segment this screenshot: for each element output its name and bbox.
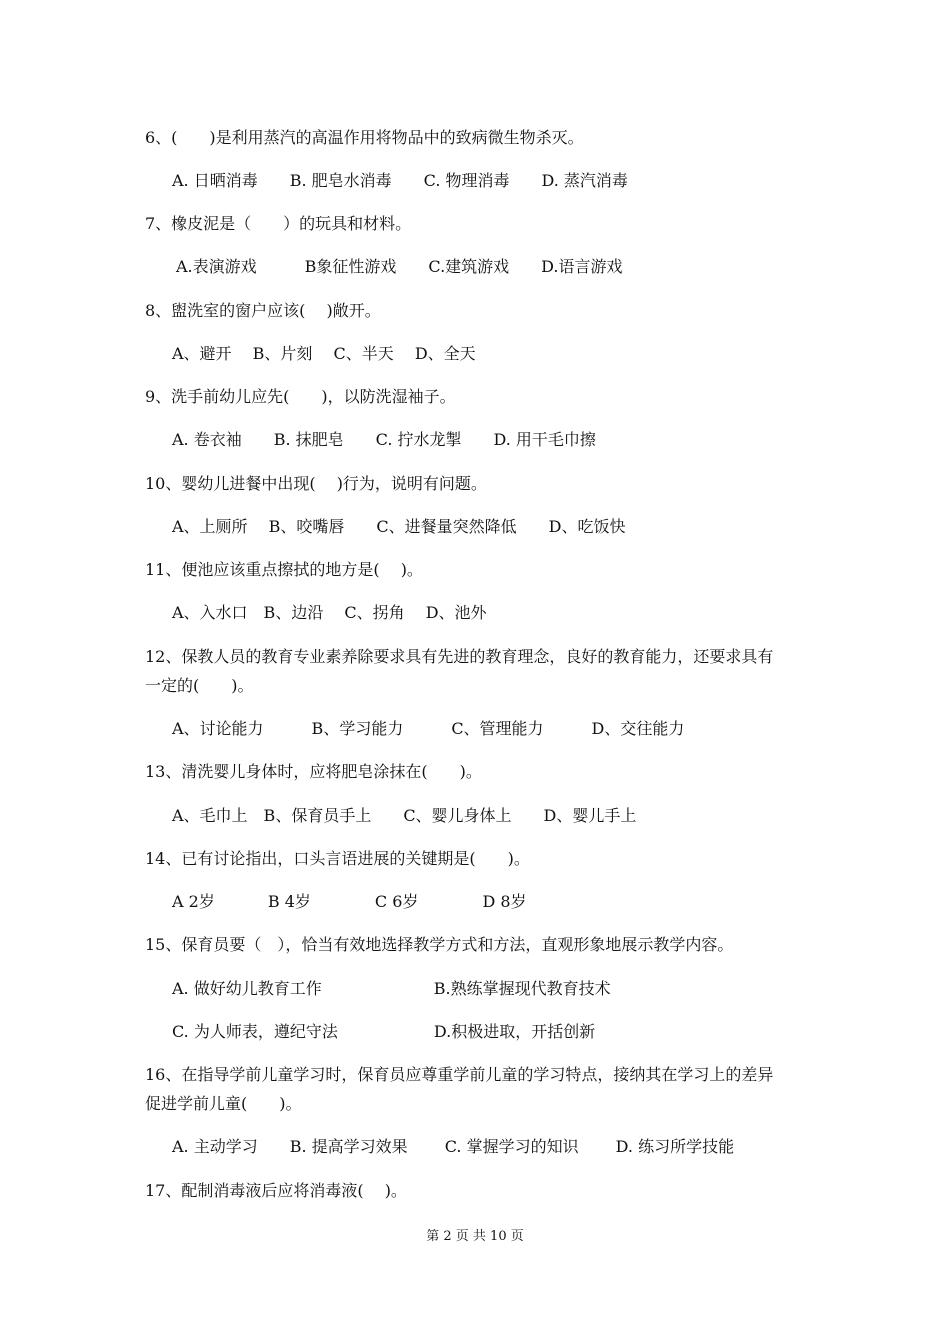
question-15-options-row-2: C. 为人师表，遵纪守法 D.积极进取，开括创新: [172, 1022, 596, 1041]
question-14-options: A 2岁 B 4岁 C 6岁 D 8岁: [172, 892, 527, 911]
question-13: 13、清洗婴儿身体时，应将肥皂涂抹在( )。: [145, 762, 482, 781]
question-12-line-2: 一定的( )。: [145, 676, 254, 695]
question-16-line-2: 促进学前儿童( )。: [145, 1094, 302, 1113]
question-10-options: A、上厕所 B、咬嘴唇 C、进餐量突然降低 D、吃饭快: [172, 517, 626, 536]
question-10: 10、婴幼儿进餐中出现( )行为，说明有问题。: [145, 474, 487, 493]
question-12-options: A、讨论能力 B、学习能力 C、管理能力 D、交往能力: [172, 719, 685, 738]
question-17: 17、配制消毒液后应将消毒液( )。: [145, 1181, 407, 1200]
question-6: 6、( )是利用蒸汽的高温作用将物品中的致病微生物杀灭。: [145, 128, 584, 147]
question-7: 7、橡皮泥是（ ）的玩具和材料。: [145, 214, 412, 233]
question-15: 15、保育员要（ ），恰当有效地选择教学方式和方法，直观形象地展示教学内容。: [145, 935, 734, 954]
question-8-options: A、避开 B、片刻 C、半天 D、全天: [172, 344, 476, 363]
question-11-options: A、入水口 B、边沿 C、拐角 D、池外: [172, 603, 487, 622]
question-9-options: A. 卷衣袖 B. 抹肥皂 C. 拧水龙掣 D. 用干毛巾擦: [172, 430, 596, 449]
question-8: 8、盥洗室的窗户应该( )敞开。: [145, 301, 381, 320]
question-16-options: A. 主动学习 B. 提高学习效果 C. 掌握学习的知识 D. 练习所学技能: [172, 1137, 735, 1156]
question-13-options: A、毛巾上 B、保育员手上 C、婴儿身体上 D、婴儿手上: [172, 806, 637, 825]
question-15-options-row-1: A. 做好幼儿教育工作 B.熟练掌握现代教育技术: [172, 979, 611, 998]
question-7-options: A.表演游戏 B象征性游戏 C.建筑游戏 D.语言游戏: [176, 257, 623, 276]
question-6-options: A. 日晒消毒 B. 肥皂水消毒 C. 物理消毒 D. 蒸汽消毒: [172, 171, 628, 190]
page-number-footer: 第 2 页 共 10 页: [426, 1229, 524, 1244]
question-14: 14、已有讨论指出，口头言语进展的关键期是( )。: [145, 849, 530, 868]
question-16-line-1: 16、在指导学前儿童学习时，保育员应尊重学前儿童的学习特点，接纳其在学习上的差异: [145, 1065, 774, 1084]
question-11: 11、便池应该重点擦拭的地方是( )。: [145, 560, 423, 579]
question-9: 9、洗手前幼儿应先( )，以防洗湿袖子。: [145, 387, 456, 406]
question-12-line-1: 12、保教人员的教育专业素养除要求具有先进的教育理念，良好的教育能力，还要求具有: [145, 647, 774, 666]
